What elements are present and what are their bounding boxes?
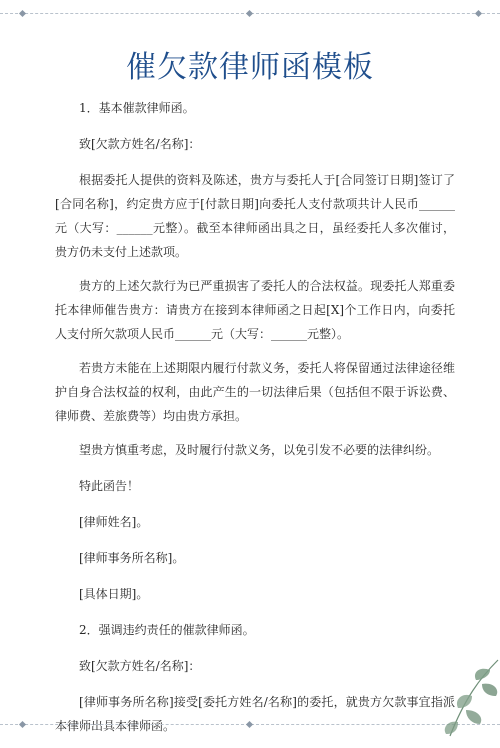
document-body <box>55 96 455 748</box>
section-heading: 1．基本催款律师函。 <box>79 101 195 115</box>
letter-date: [具体日期]。 <box>79 587 149 601</box>
diamond-ornament-icon <box>19 721 26 728</box>
salutation: 致[欠款方姓名/名称]： <box>79 659 201 673</box>
section-heading: 2．强调违约责任的催款律师函。 <box>79 623 255 637</box>
diamond-ornament-icon <box>19 10 26 17</box>
document-title: 催欠款律师函模板 <box>126 50 374 85</box>
body-paragraph: 望贵方慎重考虑，及时履行付款义务，以免引发不必要的法律纠纷。 <box>79 443 440 457</box>
body-paragraph: [律师事务所名称]接受[委托方姓名/名称]的委托，就贵方欠款事宜指派本律师出具本律师函。 <box>55 695 455 733</box>
body-paragraph: 若贵方未能在上述期限内履行付款义务，委托人将保留通过法律途径维护自身合法权益的权利，由此产生的一切法律后果（包括但不限于诉讼费、律师费、差旅费等）均由贵方承担。 <box>55 361 455 423</box>
body-paragraph: 贵方的上述欠款行为已严重损害了委托人的合法权益。现委托人郑重委托本律师催告贵方：请贵方在接到本律师函之日起[X]个工作日内，向委托人支付所欠款项人民币______元（大写：______元整）。 <box>55 279 455 341</box>
lawyer-name: [律师姓名]。 <box>79 515 149 529</box>
salutation: 致[欠款方姓名/名称]： <box>79 137 201 151</box>
law-firm-name: [律师事务所名称]。 <box>79 551 185 565</box>
leaf-decoration-icon <box>410 648 500 738</box>
diamond-ornament-icon <box>475 10 482 17</box>
diamond-ornament-icon <box>246 10 253 17</box>
body-paragraph: 根据委托人提供的资料及陈述，贵方与委托人于[合同签订日期]签订了[合同名称]，约定贵方应于[付款日期]向委托人支付款项共计人民币______元（大写：______元整）。截至本律师函出具之日，虽经委托人多次催讨，贵方仍未支付上述款项。 <box>55 173 455 259</box>
closing-line: 特此函告！ <box>79 479 140 493</box>
